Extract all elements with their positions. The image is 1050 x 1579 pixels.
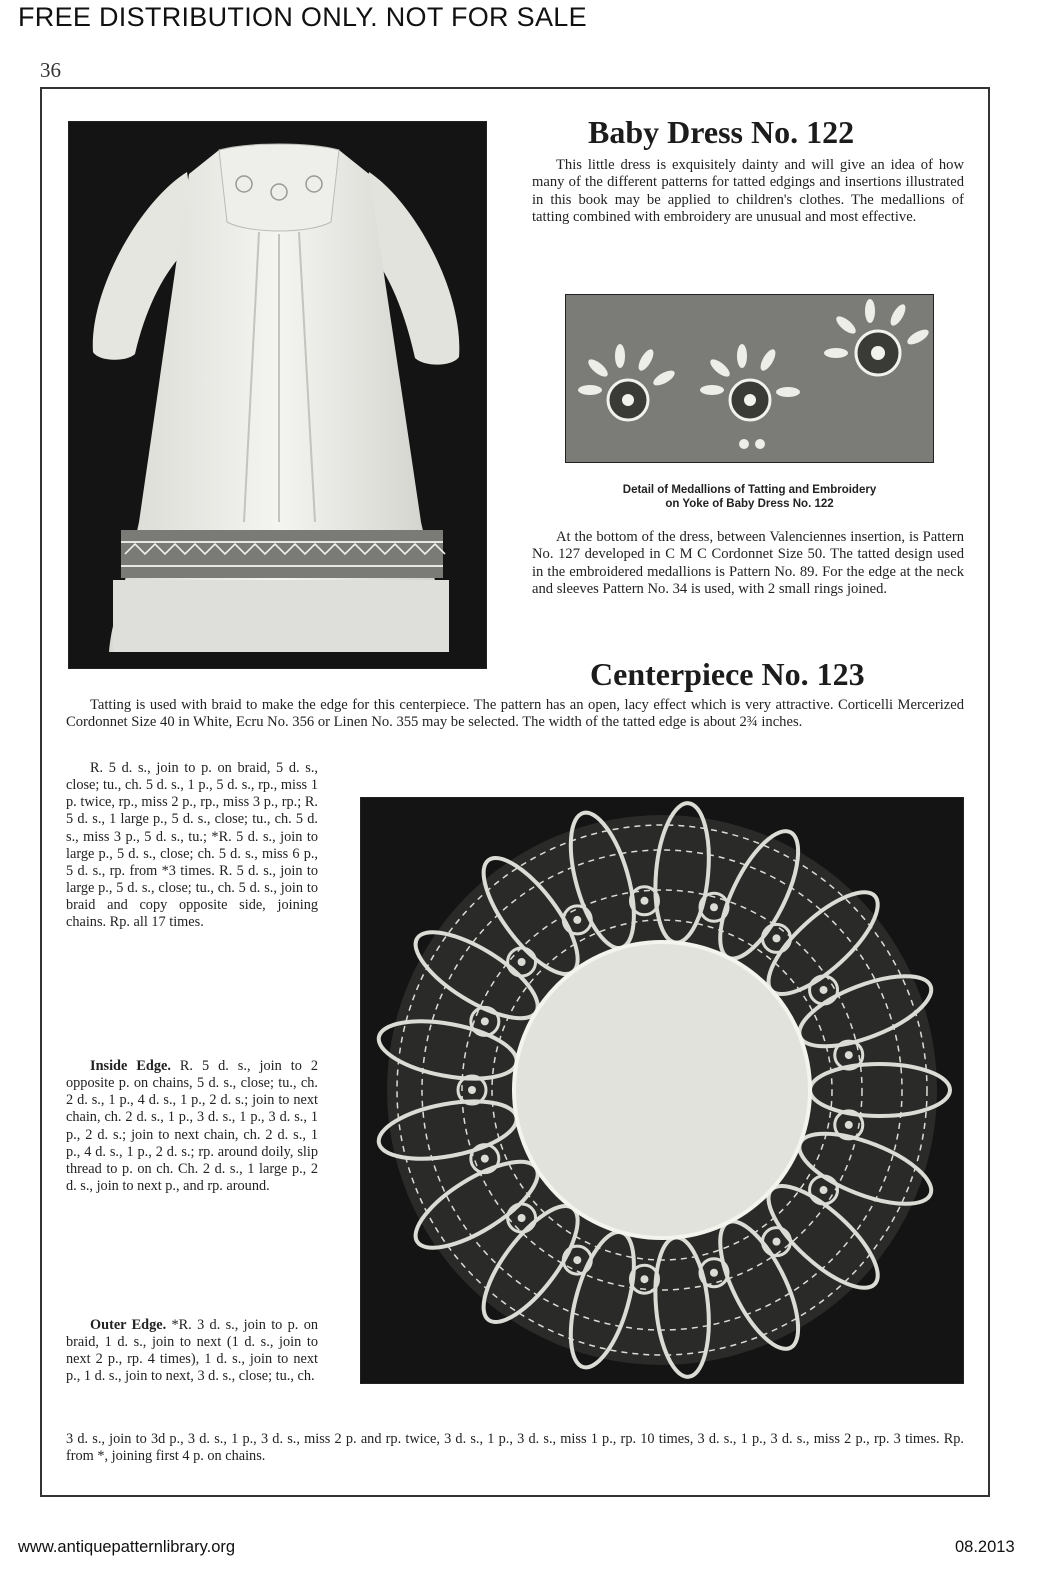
medallion-illustration (566, 295, 933, 462)
lace-flower-center (468, 1086, 476, 1094)
lace-flower-center (481, 1155, 489, 1163)
lace-flower-center (640, 897, 648, 905)
footer-date: 08.2013 (955, 1538, 1015, 1556)
lace-flower-center (481, 1017, 489, 1025)
page-number: 36 (40, 58, 61, 82)
centerpiece-title: Centerpiece No. 123 (590, 656, 865, 692)
caption-line-1: Detail of Medallions of Tatting and Embroidery (622, 484, 877, 496)
footer-site: www.antiquepatternlibrary.org (18, 1538, 236, 1556)
inside-edge-text: R. 5 d. s., join to 2 opposite p. on chains, 5 d. s., close; tu., ch. 2 d. s., 1 p., 4 d. s., 1 p., 2 d. s.; join to next chain, ch. 2 d. s., 1 p., 3 d. s., 1 p., 3 d. s., 1 p., 2 d. s.; join to next chain, ch. 2 d. s., 1 p., 4 d. s., 1 p., 2 d. s.; rp. around doily, slip thread to p. on ch. Ch. 2 d. s., 1 large p., 2 d. s., join to next p., and rp. around. (66, 1058, 318, 1195)
lace-flower-center (773, 934, 781, 942)
distribution-banner: FREE DISTRIBUTION ONLY. NOT FOR SALE (18, 2, 587, 32)
inside-edge-paragraph (66, 1058, 318, 1195)
lace-flower-center (820, 1186, 828, 1194)
lace-flower-center (573, 916, 581, 924)
lace-flower-center (820, 986, 828, 994)
lace-flower-center (710, 903, 718, 911)
inside-edge-label: Inside Edge. (90, 1058, 171, 1074)
lace-flower-center (773, 1238, 781, 1246)
centerpiece-pattern-text: R. 5 d. s., join to p. on braid, 5 d. s., close; tu., ch. 5 d. s., 1 p., 5 d. s., rp., miss 1 p. twice, rp., miss 2 p., rp., miss 3 p., rp.; R. 5 d. s., 1 large p., 5 d. s., close; tu., ch. 5 d. s., miss 3 p., 5 d. s., tu.; *R. 5 d. s., join to large p., 5 d. s., close; ch. 5 d. s., miss 6 p., 5 d. s., rp. from *3 times. R. 5 d. s., join to large p., 5 d. s., close; tu., ch. 5 d. s., join to braid and copy opposite side, joining chains. Rp. all 17 times. (66, 760, 318, 931)
medallion-detail-photo (565, 294, 934, 463)
lace-flower-center (710, 1269, 718, 1277)
baby-dress-title: Baby Dress No. 122 (588, 114, 855, 150)
baby-dress-bottom-text: At the bottom of the dress, between Valenciennes insertion, is Pattern No. 127 developed in C M C Cordonnet Size 50. The tatted design used in the embroidered medallions is Pattern No. 89. For the edge at the neck and sleeves Pattern No. 34 is used, with 2 small rings joined. (532, 529, 964, 598)
caption-line-2: on Yoke of Baby Dress No. 122 (665, 497, 834, 510)
lace-flower-center (518, 1214, 526, 1222)
baby-dress-illustration (69, 122, 486, 668)
lace-flower-center (518, 958, 526, 966)
baby-dress-photo (68, 121, 487, 669)
centerpiece-intro: Tatting is used with braid to make the edge for this centerpiece. The pattern has an open, lacy effect which is very attractive. Corticelli Mercerized Cordonnet Size 40 in White, Ecru No. 356 or Linen No. 355 may be selected. The width of the tatted edge is about 2¾ inches. (66, 697, 964, 731)
outer-edge-label: Outer Edge. (90, 1317, 167, 1333)
outer-edge-paragraph (66, 1317, 318, 1386)
linen-center (514, 942, 810, 1238)
doily-illustration (361, 798, 963, 1383)
outer-edge-text: *R. 3 d. s., join to p. on braid, 1 d. s., join to next (1 d. s., join to next 2 p., rp. 4 times), 1 d. s., join to next p., 1 d. s., join to next, 3 d. s., close; tu., ch. (66, 1317, 318, 1385)
baby-dress-intro: This little dress is exquisitely dainty and will give an idea of how many of the different patterns for tatted edgings and insertions illustrated in this book may be applied to children's clothes. The medallions of tatting combined with embroidery are unusual and most effective. (532, 157, 964, 226)
lace-flower-center (640, 1275, 648, 1283)
medallion-caption (565, 484, 934, 511)
lace-flower-center (573, 1256, 581, 1264)
lace-flower-center (845, 1121, 853, 1129)
outer-edge-continuation: 3 d. s., join to 3d p., 3 d. s., 1 p., 3 d. s., miss 2 p. and rp. twice, 3 d. s., 1 p., 3 d. s., miss 1 p., rp. 10 times, 3 d. s., 1 p., 3 d. s., miss 2 p., rp. 3 times. Rp. from *, joining first 4 p. on chains. (66, 1431, 964, 1465)
doily-photo (360, 797, 964, 1384)
lace-flower-center (845, 1051, 853, 1059)
